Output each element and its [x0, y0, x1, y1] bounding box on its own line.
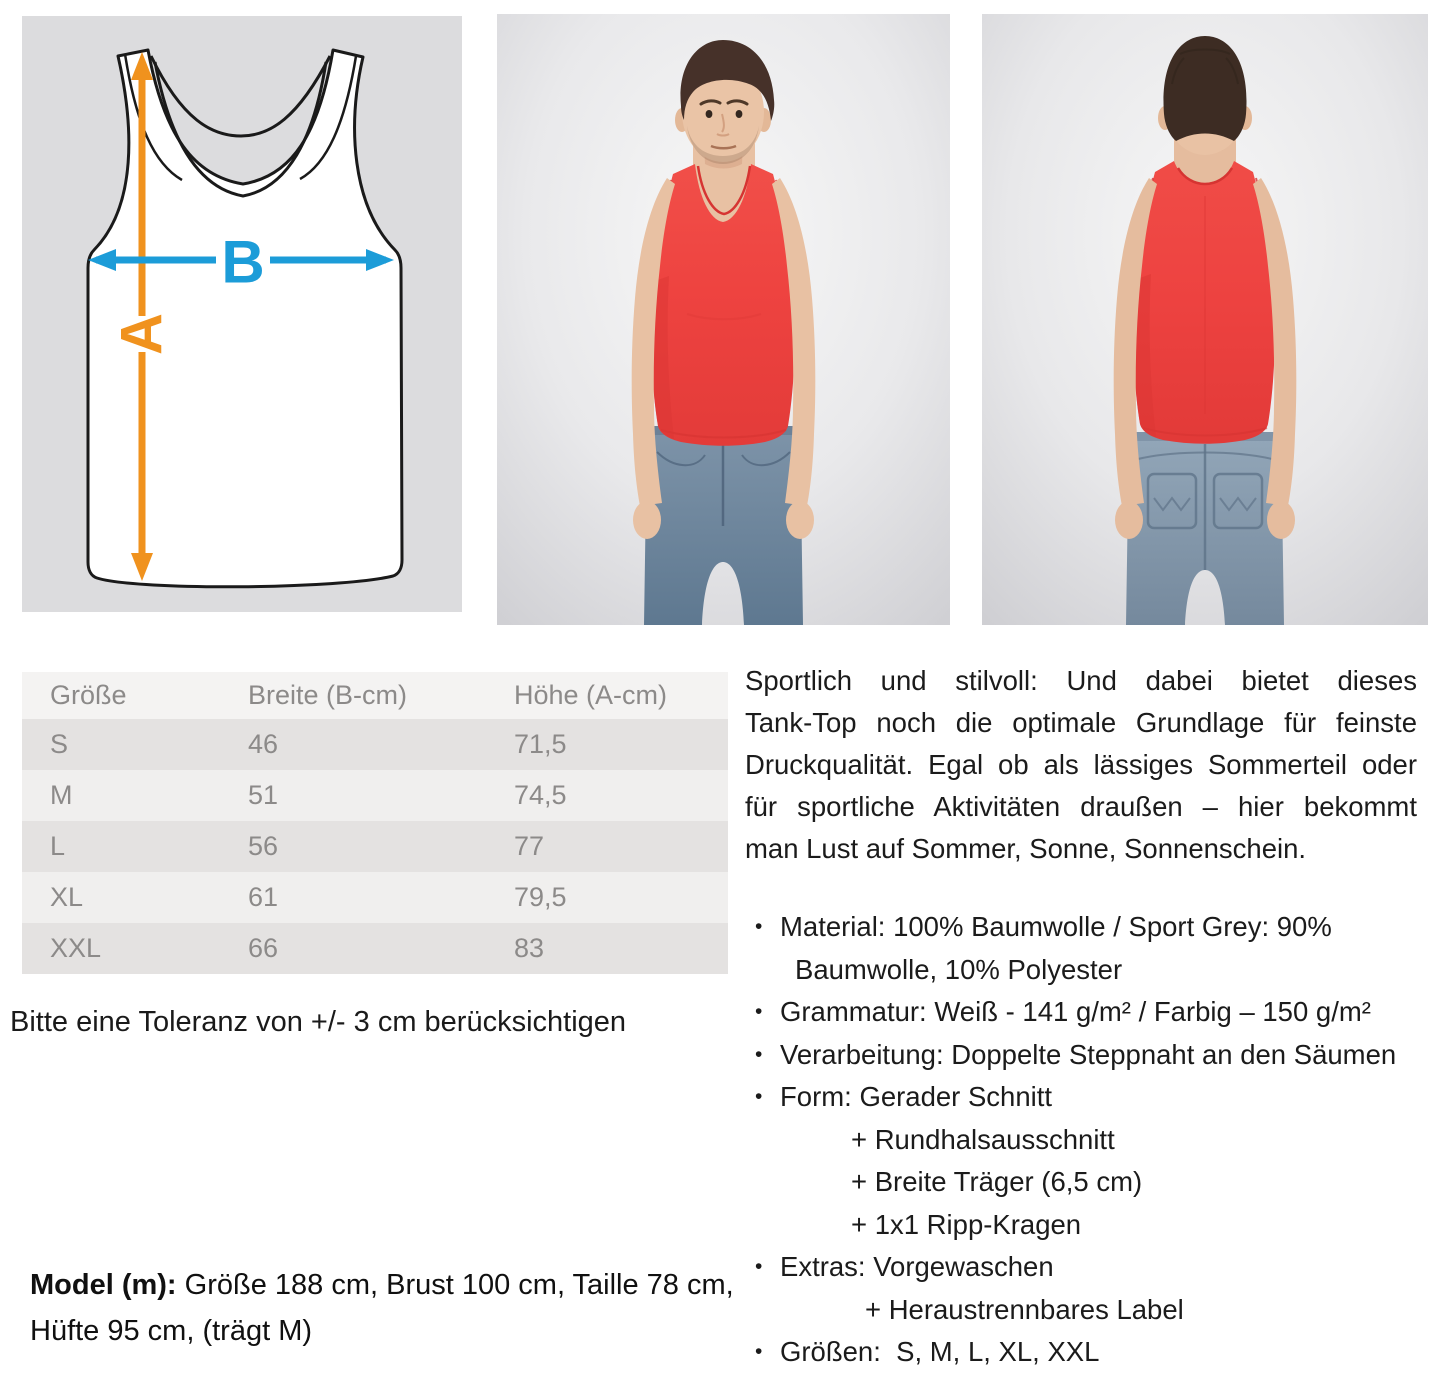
product-feature-list [745, 906, 1445, 1374]
product-description-paragraph [745, 660, 1417, 870]
table-row [22, 821, 728, 872]
cell-width: 46 [248, 729, 279, 759]
feature-line: + 1x1 Ripp-Kragen [851, 1208, 1082, 1240]
cell-height: 83 [514, 933, 545, 963]
paragraph-line: Druckqualität. Egal ob als lässiges Sommerteil oder [745, 749, 1417, 780]
bullet-icon: • [755, 1340, 763, 1363]
bullet-icon: • [755, 1255, 763, 1278]
size-diagram-panel [22, 16, 462, 612]
bullet-icon: • [755, 1000, 763, 1023]
tank-top-back [1133, 161, 1275, 444]
cell-size: L [50, 831, 66, 861]
paragraph-line: für sportliche Aktivitäten draußen – hier bekommt [745, 791, 1417, 822]
cell-height: 77 [514, 831, 545, 861]
col-header-width: Breite (B-cm) [248, 680, 408, 710]
bullet-icon: • [755, 915, 763, 938]
bullet-icon: • [755, 1085, 763, 1108]
cell-height: 79,5 [514, 882, 567, 912]
feature-line: + Heraustrennbares Label [865, 1293, 1184, 1325]
tolerance-note: Bitte eine Toleranz von +/- 3 cm berücksichtigen [10, 1006, 627, 1038]
product-photo-front [497, 14, 950, 625]
cell-width: 56 [248, 831, 279, 861]
feature-line: + Breite Träger (6,5 cm) [851, 1166, 1143, 1197]
model-back-illustration [982, 14, 1428, 625]
paragraph-line: man Lust auf Sommer, Sonne, Sonnenschein. [745, 833, 1307, 864]
cell-width: 61 [248, 882, 279, 912]
model-label: Model (m): [30, 1269, 177, 1301]
paragraph-line: Tank-Top noch die optimale Grundlage für feinste [745, 707, 1417, 738]
feature-line: • Material: 100% Baumwolle / Sport Grey: 90% [745, 906, 1445, 949]
width-measure-label: B [221, 228, 265, 296]
feature-line: • Verarbeitung: Doppelte Steppnaht an den Säumen [745, 1034, 1445, 1077]
bullet-icon: • [755, 1042, 763, 1066]
model-line1-text: Größe 188 cm, Brust 100 cm, Taille 78 cm, [176, 1269, 734, 1301]
tank-top-size-diagram [22, 16, 462, 612]
model-measurements-line2: Hüfte 95 cm, (trägt M) [30, 1315, 313, 1347]
model-measurements-line1 [30, 1262, 734, 1308]
cell-size: XL [50, 882, 84, 912]
cell-size: M [50, 780, 73, 810]
model-measurements [30, 1262, 734, 1354]
cell-width: 66 [248, 933, 279, 963]
cell-height: 74,5 [514, 780, 567, 810]
product-photo-back [982, 14, 1428, 625]
cell-size: S [50, 729, 69, 759]
paragraph-line: Sportlich und stilvoll: Und dabei bietet dieses [745, 665, 1417, 696]
table-row [22, 923, 728, 974]
feature-line: • Größen: S, M, L, XL, XXL [745, 1331, 1445, 1374]
feature-line: • Grammatur: Weiß - 141 g/m² / Farbig – 150 g/m² [745, 991, 1445, 1034]
table-row [22, 719, 728, 770]
feature-line: + Rundhalsausschnitt [851, 1123, 1115, 1155]
model-front-illustration [497, 14, 950, 625]
cell-size: XXL [50, 933, 102, 963]
col-header-size: Größe [50, 680, 127, 710]
feature-line: • Form: Gerader Schnitt [745, 1076, 1445, 1119]
table-row [22, 872, 728, 923]
size-table-header-row [22, 672, 728, 719]
cell-width: 51 [248, 780, 279, 810]
cell-height: 71,5 [514, 729, 567, 759]
table-row [22, 770, 728, 821]
height-measure-label: A [109, 313, 175, 355]
size-table [22, 672, 728, 974]
feature-line: Baumwolle, 10% Polyester [795, 953, 1123, 985]
feature-line: • Extras: Vorgewaschen [745, 1246, 1445, 1289]
col-header-height: Höhe (A-cm) [514, 680, 668, 710]
